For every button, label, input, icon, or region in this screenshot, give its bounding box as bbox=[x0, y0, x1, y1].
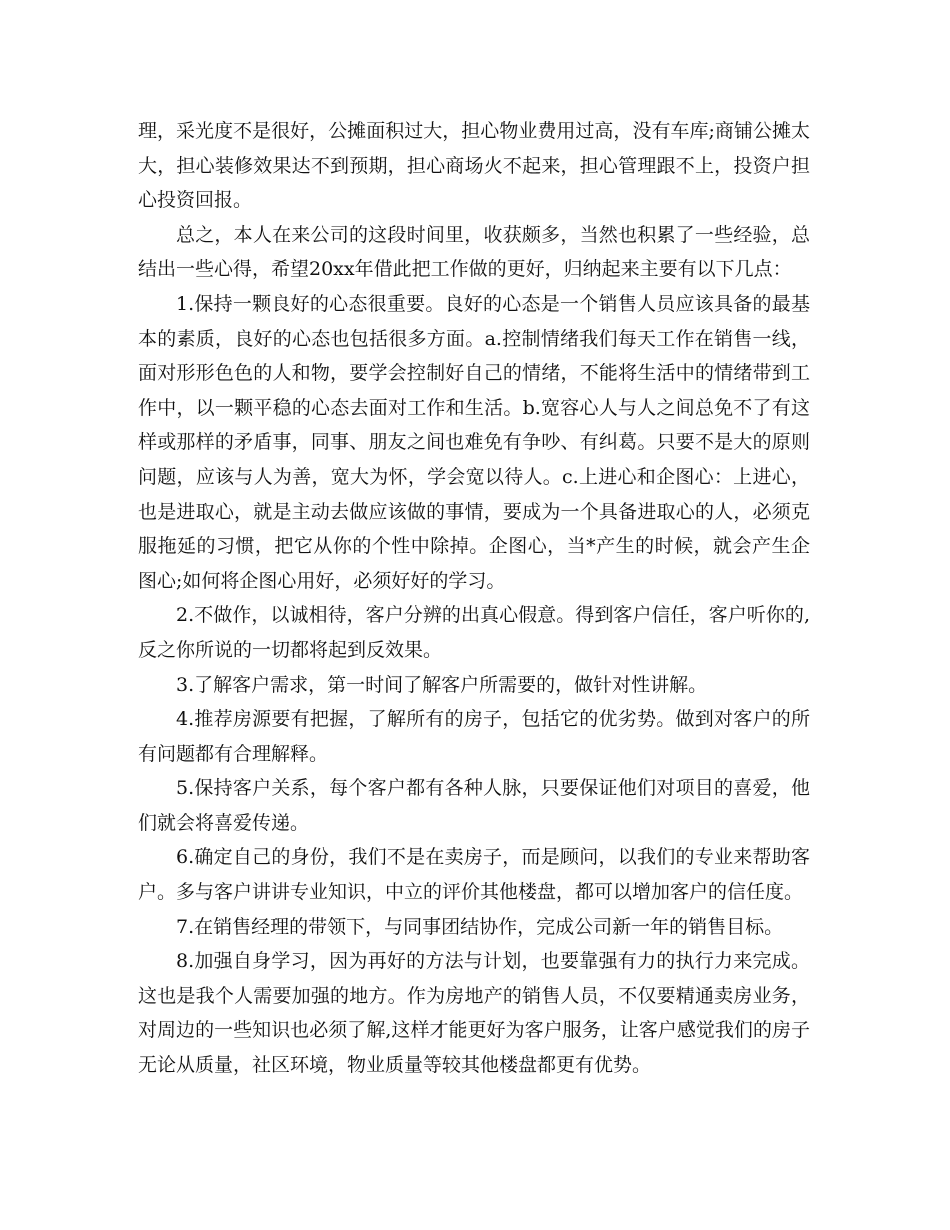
paragraph-point-5: 5.保持客户关系，每个客户都有各种人脉，只要保证他们对项目的喜爱，他们就会将喜爱传递。 bbox=[138, 777, 810, 834]
paragraph-point-2: 2.不做作，以诚相待，客户分辨的出真心假意。得到客户信任，客户听你的,反之你所说的一切都将起到反效果。 bbox=[138, 604, 810, 661]
paragraph-point-4: 4.推荐房源要有把握，了解所有的房子，包括它的优劣势。做到对客户的所有问题都有合理解释。 bbox=[138, 708, 810, 765]
paragraph-point-1: 1.保持一颗良好的心态很重要。良好的心态是一个销售人员应该具备的最基本的素质，良好的心态也包括很多方面。a.控制情绪我们每天工作在销售一线，面对形形色色的人和物，要学会控制好自己的情绪，不能将生活中的情绪带到工作中，以一颗平稳的心态去面对工作和生活。b.宽容心人与人之间总免不了有这样或那样的矛盾事，同事、朋友之间也难免有争吵、有纠葛。只要不是大的原则问题，应该与人为善，宽大为怀，学会宽以待人。c.上进心和企图心：上进心，也是进取心，就是主动去做应该做的事情，要成为一个具备进取心的人，必须克服拖延的习惯，把它从你的个性中除掉。企图心，当*产生的时候，就会产生企图心;如何将企图心用好，必须好好的学习。 bbox=[138, 292, 810, 592]
paragraph-point-3: 3.了解客户需求，第一时间了解客户所需要的，做针对性讲解。 bbox=[176, 673, 708, 696]
paragraph-point-7: 7.在销售经理的带领下，与同事团结协作，完成公司新一年的销售目标。 bbox=[176, 915, 784, 938]
paragraph-point-8: 8.加强自身学习，因为再好的方法与计划，也要靠强有力的执行力来完成。这也是我个人需要加强的地方。作为房地产的销售人员，不仅要精通卖房业务，对周边的一些知识也必须了解,这样才能更好为客户服务，让客户感觉我们的房子无论从质量，社区环境，物业质量等较其他楼盘都更有优势。 bbox=[138, 950, 810, 1077]
paragraph-continued: 理，采光度不是很好，公摊面积过大，担心物业费用过高，没有车库;商铺公摊太大，担心装修效果达不到预期，担心商场火不起来，担心管理跟不上，投资户担心投资回报。 bbox=[138, 120, 810, 212]
paragraph-point-6: 6.确定自己的身份，我们不是在卖房子，而是顾问，以我们的专业来帮助客户。多与客户讲讲专业知识，中立的评价其他楼盘，都可以增加客户的信任度。 bbox=[138, 846, 810, 904]
document-body bbox=[138, 114, 810, 1083]
paragraph-summary: 总之，本人在来公司的这段时间里，收获颇多，当然也积累了一些经验，总结出一些心得，希望20xx年借此把工作做的更好，归纳起来主要有以下几点： bbox=[138, 223, 810, 281]
